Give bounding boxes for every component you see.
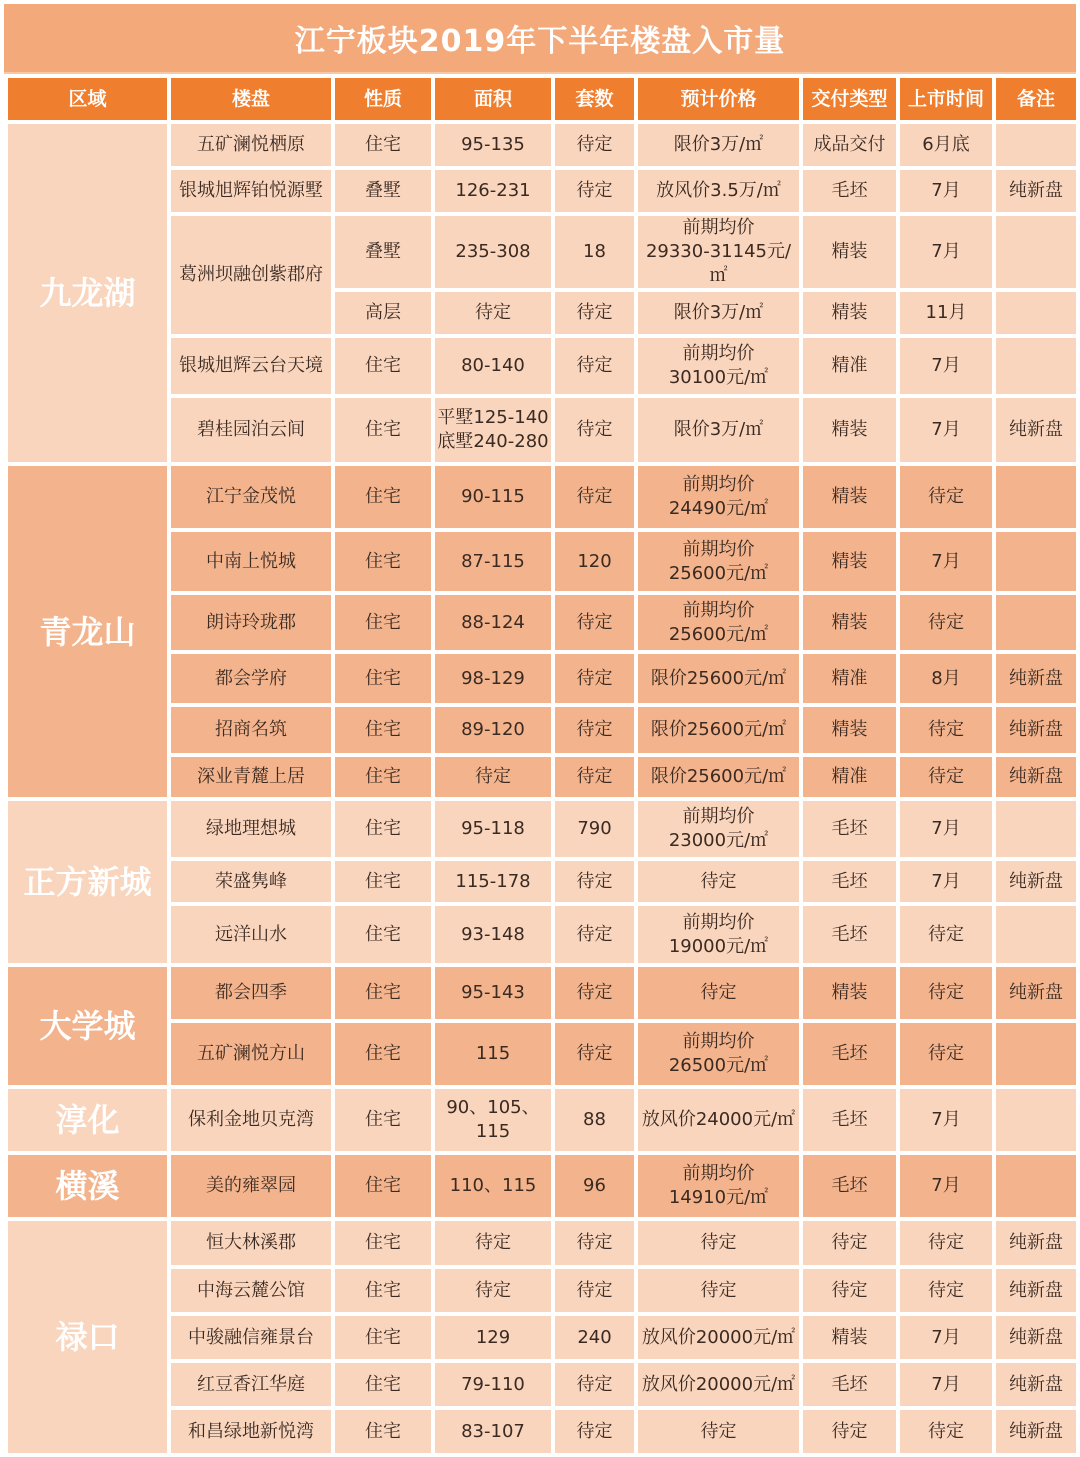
- cell-area: 129: [433, 1314, 553, 1361]
- cell-type: 住宅: [333, 859, 433, 904]
- cell-project: 葛洲坝融创紫郡府: [169, 214, 333, 336]
- cell-note: 纯新盘: [994, 1267, 1078, 1314]
- cell-project: 中骏融信雍景台: [169, 1314, 333, 1361]
- header-launch: 上市时间: [898, 76, 994, 122]
- cell-launch: 11月: [898, 290, 994, 336]
- cell-units: 待定: [553, 1408, 636, 1455]
- header-project: 楼盘: [169, 76, 333, 122]
- table-row: [6, 1219, 1078, 1267]
- cell-area: 待定: [433, 1219, 553, 1267]
- cell-type: 住宅: [333, 799, 433, 859]
- cell-area: 95-135: [433, 122, 553, 168]
- cell-type: 住宅: [333, 1219, 433, 1267]
- table-row: [6, 464, 1078, 530]
- cell-price: 前期均价 29330-31145元/㎡: [636, 214, 801, 290]
- cell-price: 限价3万/㎡: [636, 122, 801, 168]
- cell-type: 住宅: [333, 652, 433, 705]
- cell-project: 中南上悦城: [169, 530, 333, 593]
- header-units: 套数: [553, 76, 636, 122]
- cell-delivery: 毛坯: [801, 1087, 898, 1153]
- cell-type: 住宅: [333, 1153, 433, 1219]
- cell-note: 纯新盘: [994, 965, 1078, 1021]
- cell-note: [994, 122, 1078, 168]
- cell-units: 待定: [553, 593, 636, 652]
- page-title: 江宁板块2019年下半年楼盘入市量: [4, 4, 1076, 72]
- cell-project: 碧桂园泊云间: [169, 396, 333, 464]
- header-area: 面积: [433, 76, 553, 122]
- cell-price: 前期均价 25600元/㎡: [636, 593, 801, 652]
- cell-price: 前期均价 14910元/㎡: [636, 1153, 801, 1219]
- table-row: [6, 1153, 1078, 1219]
- cell-launch: 7月: [898, 530, 994, 593]
- cell-delivery: 毛坯: [801, 799, 898, 859]
- cell-project: 恒大林溪郡: [169, 1219, 333, 1267]
- cell-price: 待定: [636, 859, 801, 904]
- table-row: [6, 1087, 1078, 1153]
- cell-project: 江宁金茂悦: [169, 464, 333, 530]
- cell-note: 纯新盘: [994, 652, 1078, 705]
- cell-launch: 7月: [898, 214, 994, 290]
- cell-units: 88: [553, 1087, 636, 1153]
- header-region: 区域: [6, 76, 169, 122]
- cell-price: 待定: [636, 1408, 801, 1455]
- header-delivery: 交付类型: [801, 76, 898, 122]
- cell-price: 限价25600元/㎡: [636, 755, 801, 799]
- cell-launch: 待定: [898, 965, 994, 1021]
- cell-delivery: 精装: [801, 965, 898, 1021]
- cell-price: 放风价20000元/㎡: [636, 1314, 801, 1361]
- cell-price: 前期均价 26500元/㎡: [636, 1021, 801, 1087]
- cell-note: 纯新盘: [994, 1408, 1078, 1455]
- cell-note: [994, 214, 1078, 290]
- cell-project: 招商名筑: [169, 705, 333, 755]
- cell-project: 五矿澜悦栖原: [169, 122, 333, 168]
- cell-project: 都会学府: [169, 652, 333, 705]
- cell-delivery: 精装: [801, 530, 898, 593]
- cell-delivery: 待定: [801, 1408, 898, 1455]
- region-cell: 正方新城: [6, 799, 169, 965]
- cell-note: 纯新盘: [994, 1314, 1078, 1361]
- cell-project: 荣盛隽峰: [169, 859, 333, 904]
- cell-delivery: 精准: [801, 755, 898, 799]
- cell-type: 住宅: [333, 1408, 433, 1455]
- cell-units: 待定: [553, 652, 636, 705]
- cell-note: [994, 799, 1078, 859]
- cell-project: 银城旭辉云台天境: [169, 336, 333, 396]
- cell-units: 待定: [553, 396, 636, 464]
- cell-delivery: 毛坯: [801, 859, 898, 904]
- cell-units: 待定: [553, 1267, 636, 1314]
- cell-type: 叠墅: [333, 168, 433, 214]
- cell-launch: 7月: [898, 1153, 994, 1219]
- cell-note: 纯新盘: [994, 396, 1078, 464]
- cell-project: 保利金地贝克湾: [169, 1087, 333, 1153]
- cell-units: 待定: [553, 859, 636, 904]
- cell-delivery: 毛坯: [801, 1153, 898, 1219]
- cell-type: 住宅: [333, 1021, 433, 1087]
- cell-note: [994, 1153, 1078, 1219]
- table-row: [6, 799, 1078, 859]
- cell-launch: 7月: [898, 859, 994, 904]
- cell-delivery: 待定: [801, 1267, 898, 1314]
- cell-area: 235-308: [433, 214, 553, 290]
- listing-table: [4, 74, 1080, 1457]
- cell-price: 放风价24000元/㎡: [636, 1087, 801, 1153]
- cell-delivery: 精装: [801, 705, 898, 755]
- cell-type: 住宅: [333, 122, 433, 168]
- cell-area: 88-124: [433, 593, 553, 652]
- cell-note: 纯新盘: [994, 705, 1078, 755]
- cell-delivery: 精装: [801, 290, 898, 336]
- cell-units: 待定: [553, 904, 636, 965]
- cell-area: 95-118: [433, 799, 553, 859]
- cell-note: [994, 1021, 1078, 1087]
- cell-delivery: 精装: [801, 214, 898, 290]
- cell-project: 都会四季: [169, 965, 333, 1021]
- cell-price: 前期均价 30100元/㎡: [636, 336, 801, 396]
- cell-launch: 6月底: [898, 122, 994, 168]
- cell-units: 待定: [553, 705, 636, 755]
- cell-units: 待定: [553, 336, 636, 396]
- cell-type: 住宅: [333, 396, 433, 464]
- cell-area: 93-148: [433, 904, 553, 965]
- cell-units: 96: [553, 1153, 636, 1219]
- cell-area: 110、115: [433, 1153, 553, 1219]
- cell-price: 放风价3.5万/㎡: [636, 168, 801, 214]
- cell-type: 住宅: [333, 1361, 433, 1408]
- cell-area: 126-231: [433, 168, 553, 214]
- cell-area: 待定: [433, 290, 553, 336]
- cell-project: 红豆香江华庭: [169, 1361, 333, 1408]
- cell-project: 深业青麓上居: [169, 755, 333, 799]
- cell-area: 115: [433, 1021, 553, 1087]
- cell-type: 高层: [333, 290, 433, 336]
- header-note: 备注: [994, 76, 1078, 122]
- cell-launch: 8月: [898, 652, 994, 705]
- cell-note: [994, 530, 1078, 593]
- cell-price: 前期均价 24490元/㎡: [636, 464, 801, 530]
- cell-area: 80-140: [433, 336, 553, 396]
- cell-delivery: 精装: [801, 396, 898, 464]
- table-row: [6, 122, 1078, 168]
- cell-launch: 待定: [898, 705, 994, 755]
- cell-area: 待定: [433, 1267, 553, 1314]
- region-cell: 青龙山: [6, 464, 169, 799]
- cell-type: 住宅: [333, 705, 433, 755]
- cell-delivery: 毛坯: [801, 1021, 898, 1087]
- cell-launch: 7月: [898, 1361, 994, 1408]
- cell-units: 18: [553, 214, 636, 290]
- cell-note: [994, 290, 1078, 336]
- cell-note: [994, 593, 1078, 652]
- cell-project: 远洋山水: [169, 904, 333, 965]
- header-row: [6, 76, 1078, 122]
- cell-type: 住宅: [333, 530, 433, 593]
- cell-note: 纯新盘: [994, 859, 1078, 904]
- cell-delivery: 精准: [801, 652, 898, 705]
- region-cell: 淳化: [6, 1087, 169, 1153]
- cell-project: 五矿澜悦方山: [169, 1021, 333, 1087]
- cell-launch: 待定: [898, 755, 994, 799]
- cell-area: 98-129: [433, 652, 553, 705]
- cell-units: 待定: [553, 1021, 636, 1087]
- cell-area: 115-178: [433, 859, 553, 904]
- cell-units: 待定: [553, 290, 636, 336]
- cell-launch: 7月: [898, 1314, 994, 1361]
- cell-units: 待定: [553, 1219, 636, 1267]
- cell-delivery: 毛坯: [801, 904, 898, 965]
- cell-project: 和昌绿地新悦湾: [169, 1408, 333, 1455]
- cell-delivery: 待定: [801, 1219, 898, 1267]
- cell-units: 待定: [553, 464, 636, 530]
- cell-delivery: 精装: [801, 464, 898, 530]
- cell-launch: 待定: [898, 593, 994, 652]
- cell-type: 住宅: [333, 1314, 433, 1361]
- cell-area: 90、105、115: [433, 1087, 553, 1153]
- cell-project: 美的雍翠园: [169, 1153, 333, 1219]
- cell-launch: 待定: [898, 904, 994, 965]
- region-cell: 九龙湖: [6, 122, 169, 464]
- region-cell: 大学城: [6, 965, 169, 1087]
- cell-type: 住宅: [333, 965, 433, 1021]
- cell-launch: 7月: [898, 168, 994, 214]
- cell-units: 120: [553, 530, 636, 593]
- cell-price: 待定: [636, 1219, 801, 1267]
- cell-area: 95-143: [433, 965, 553, 1021]
- cell-project: 中海云麓公馆: [169, 1267, 333, 1314]
- cell-type: 住宅: [333, 904, 433, 965]
- cell-price: 前期均价 19000元/㎡: [636, 904, 801, 965]
- cell-project: 银城旭辉铂悦源墅: [169, 168, 333, 214]
- cell-area: 平墅125-140 底墅240-280: [433, 396, 553, 464]
- cell-project: 绿地理想城: [169, 799, 333, 859]
- cell-launch: 7月: [898, 1087, 994, 1153]
- cell-price: 待定: [636, 1267, 801, 1314]
- header-price: 预计价格: [636, 76, 801, 122]
- cell-area: 87-115: [433, 530, 553, 593]
- cell-note: [994, 336, 1078, 396]
- cell-note: 纯新盘: [994, 168, 1078, 214]
- cell-note: 纯新盘: [994, 1219, 1078, 1267]
- cell-type: 住宅: [333, 593, 433, 652]
- cell-units: 待定: [553, 1361, 636, 1408]
- cell-launch: 7月: [898, 336, 994, 396]
- cell-area: 79-110: [433, 1361, 553, 1408]
- cell-units: 待定: [553, 168, 636, 214]
- poster: [4, 4, 1076, 1441]
- cell-price: 放风价20000元/㎡: [636, 1361, 801, 1408]
- region-cell: 横溪: [6, 1153, 169, 1219]
- cell-type: 住宅: [333, 464, 433, 530]
- cell-note: 纯新盘: [994, 1361, 1078, 1408]
- cell-type: 叠墅: [333, 214, 433, 290]
- cell-delivery: 成品交付: [801, 122, 898, 168]
- cell-units: 待定: [553, 965, 636, 1021]
- cell-note: 纯新盘: [994, 755, 1078, 799]
- region-cell: 禄口: [6, 1219, 169, 1455]
- cell-delivery: 精装: [801, 593, 898, 652]
- cell-price: 前期均价 25600元/㎡: [636, 530, 801, 593]
- cell-area: 待定: [433, 755, 553, 799]
- cell-project: 朗诗玲珑郡: [169, 593, 333, 652]
- cell-price: 待定: [636, 965, 801, 1021]
- cell-area: 90-115: [433, 464, 553, 530]
- cell-launch: 待定: [898, 464, 994, 530]
- cell-area: 83-107: [433, 1408, 553, 1455]
- cell-units: 240: [553, 1314, 636, 1361]
- cell-price: 限价3万/㎡: [636, 396, 801, 464]
- cell-note: [994, 1087, 1078, 1153]
- cell-launch: 待定: [898, 1219, 994, 1267]
- cell-type: 住宅: [333, 755, 433, 799]
- cell-launch: 7月: [898, 396, 994, 464]
- cell-type: 住宅: [333, 1267, 433, 1314]
- table-row: [6, 965, 1078, 1021]
- cell-note: [994, 464, 1078, 530]
- cell-launch: 待定: [898, 1021, 994, 1087]
- cell-launch: 待定: [898, 1408, 994, 1455]
- cell-price: 前期均价 23000元/㎡: [636, 799, 801, 859]
- cell-units: 待定: [553, 122, 636, 168]
- cell-units: 790: [553, 799, 636, 859]
- cell-delivery: 精装: [801, 1314, 898, 1361]
- cell-price: 限价25600元/㎡: [636, 705, 801, 755]
- cell-area: 89-120: [433, 705, 553, 755]
- cell-delivery: 毛坯: [801, 168, 898, 214]
- cell-delivery: 毛坯: [801, 1361, 898, 1408]
- cell-delivery: 精准: [801, 336, 898, 396]
- cell-type: 住宅: [333, 1087, 433, 1153]
- cell-units: 待定: [553, 755, 636, 799]
- cell-launch: 待定: [898, 1267, 994, 1314]
- cell-type: 住宅: [333, 336, 433, 396]
- cell-price: 限价25600元/㎡: [636, 652, 801, 705]
- cell-launch: 7月: [898, 799, 994, 859]
- cell-note: [994, 904, 1078, 965]
- cell-price: 限价3万/㎡: [636, 290, 801, 336]
- header-type: 性质: [333, 76, 433, 122]
